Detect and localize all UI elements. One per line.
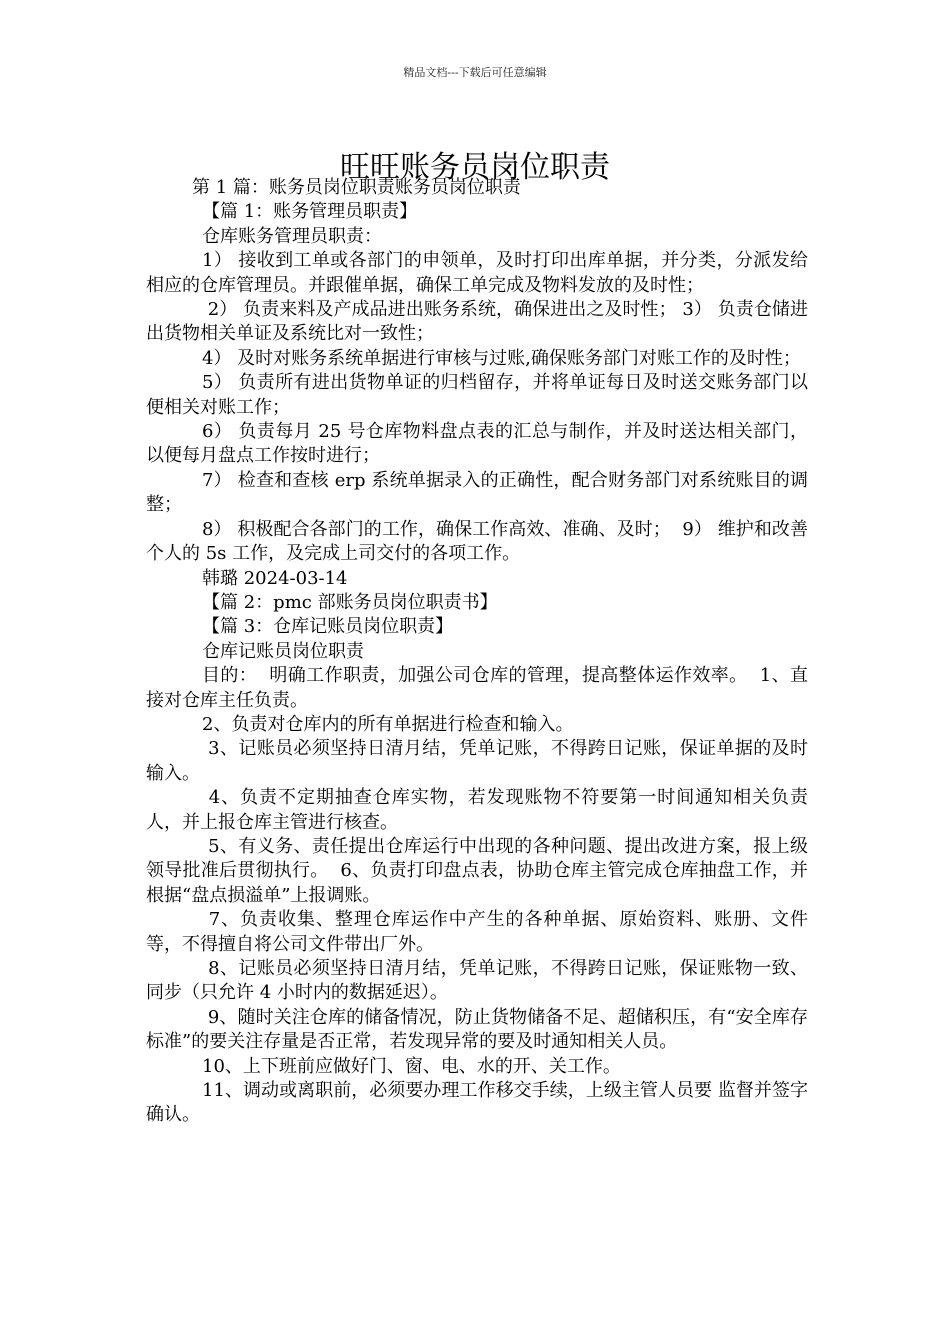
paragraph: 【篇 2：pmc 部账务员岗位职责书】 xyxy=(202,591,498,613)
paragraph: 8、记账员必须坚持日清月结，凭单记账，不得跨日记账，保证账物一致、同步（只允许 4 小时内的数据延迟）。 xyxy=(146,958,808,1004)
paragraph: 韩璐 2024-03-14 xyxy=(202,567,348,589)
paragraph: 2） 负责来料及产成品进出账务系统，确保进出之及时性； 3） 负责仓储进出货物相关单证及系统比对一致性； xyxy=(146,299,808,345)
paragraph: 【篇 3：仓库记账员岗位职责】 xyxy=(202,616,454,638)
document-body xyxy=(146,176,808,1128)
paragraph: 目的： 明确工作职责，加强公司仓库的管理，提高整体运作效率。 1、直接对仓库主任负责。 xyxy=(146,665,808,711)
paragraph: 8） 积极配合各部门的工作，确保工作高效、准确、及时； 9） 维护和改善个人的 5s 工作，及完成上司交付的各项工作。 xyxy=(146,518,808,565)
paragraph: 4、负责不定期抽查仓库实物，若发现账物不符要第一时间通知相关负责人，并上报仓库主管进行核查。 xyxy=(146,787,808,833)
paragraph: 7、负责收集、整理仓库运作中产生的各种单据、原始资料、账册、文件等，不得擅自将公司文件带出厂外。 xyxy=(146,909,808,955)
document-title: 旺旺账务员岗位职责 xyxy=(340,150,610,186)
paragraph: 5） 负责所有进出货物单证的归档留存，并将单证每日及时送交账务部门以便相关对账工作； xyxy=(146,372,808,418)
paragraph: 5、有义务、责任提出仓库运行中出现的各种问题、提出改进方案，报上级领导批准后贯彻执行。 6、负责打印盘点表，协助仓库主管完成仓库抽盘工作，并根据“盘点损溢单”上报调账。 xyxy=(146,835,808,906)
paragraph: 4） 及时对账务系统单据进行审核与过账,确保账务部门对账工作的及时性； xyxy=(202,347,801,369)
paragraph: 仓库账务管理员职责： xyxy=(202,225,382,247)
paragraph: 9、随时关注仓库的储备情况，防止货物储备不足、超储积压，有“安全库存标准”的要关注存量是否正常，若发现异常的要及时通知相关人员。 xyxy=(146,1006,808,1053)
paragraph: 【篇 1：账务管理员职责】 xyxy=(202,201,418,223)
paragraph: 2、负责对仓库内的所有单据进行检查和输入。 xyxy=(202,713,574,735)
header-note: 精品文档---下载后可任意编辑 xyxy=(403,66,547,79)
paragraph: 3、记账员必须坚持日清月结，凭单记账，不得跨日记账，保证单据的及时输入。 xyxy=(146,738,808,784)
paragraph: 7） 检查和查核 erp 系统单据录入的正确性，配合财务部门对系统账目的调整； xyxy=(146,469,808,516)
paragraph: 1） 接收到工单或各部门的申领单，及时打印出库单据，并分类，分派发给相应的仓库管理员。并跟催单据，确保工单完成及物料发放的及时性； xyxy=(146,250,808,296)
paragraph: 仓库记账员岗位职责 xyxy=(202,640,364,662)
paragraph: 第 1 篇：账务员岗位职责账务员岗位职责 xyxy=(192,177,521,198)
paragraph: 6） 负责每月 25 号仓库物料盘点表的汇总与制作，并及时送达相关部门，以便每月盘点工作按时进行； xyxy=(146,421,808,467)
paragraph: 11、调动或离职前，必须要办理工作移交手续，上级主管人员要 监督并签字确认。 xyxy=(146,1080,808,1126)
paragraph: 10、上下班前应做好门、窗、电、水的开、关工作。 xyxy=(202,1055,621,1077)
